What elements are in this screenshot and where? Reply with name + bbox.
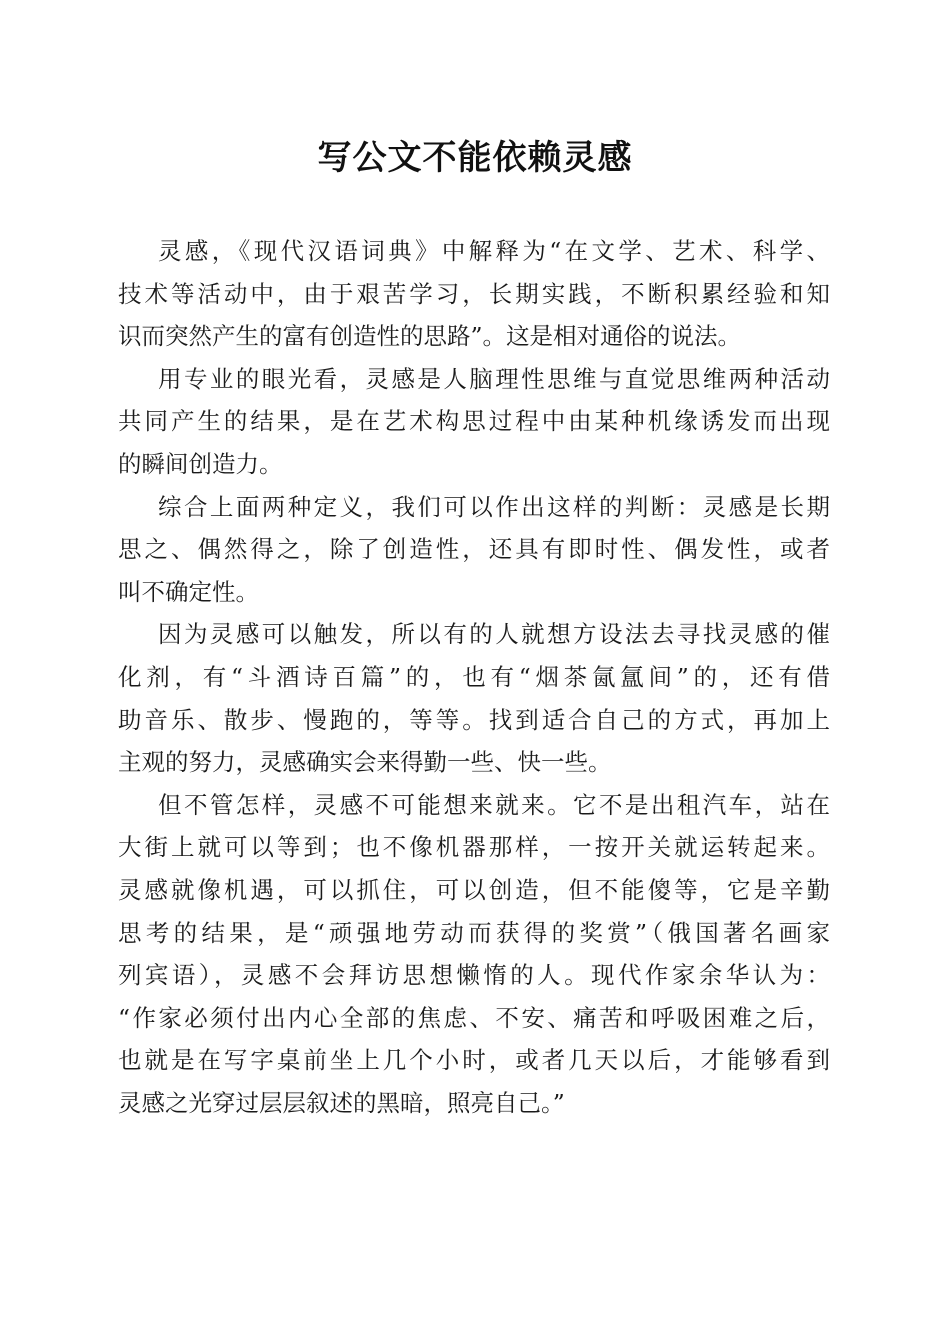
text-line: 共同产生的结果，是在艺术构思过程中由某种机缘诱发而出现	[118, 407, 830, 436]
text-line: 也就是在写字桌前坐上几个小时，或者几天以后，才能够看到	[118, 1046, 830, 1075]
text-line: 因为灵感可以触发，所以有的人就想方设法去寻找灵感的催	[158, 620, 830, 649]
text-line: 思之、偶然得之，除了创造性，还具有即时性、偶发性，或者	[118, 535, 830, 564]
text-line: 灵感，《现代汉语词典》中解释为“在文学、艺术、科学、	[158, 237, 830, 265]
document-body	[118, 230, 830, 1124]
text-line: 叫不确定性。	[118, 577, 259, 606]
text-line: 灵感之光穿过层层叙述的黑暗，照亮自己。”	[118, 1088, 565, 1117]
paragraph-1	[118, 230, 830, 358]
paragraph-4	[118, 613, 830, 783]
text-line: 化剂，有“斗酒诗百篇”的，也有“烟茶氤氲间”的，还有借	[118, 662, 830, 691]
text-line: 但不管怎样，灵感不可能想来就来。它不是出租汽车，站在	[158, 790, 830, 819]
paragraph-3	[118, 486, 830, 614]
text-line: 的瞬间创造力。	[118, 449, 283, 478]
text-line: 技术等活动中，由于艰苦学习，长期实践，不断积累经验和知	[118, 279, 830, 308]
text-line: 列宾语），灵感不会拜访思想懒惰的人。现代作家余华认为：	[118, 961, 830, 990]
text-line: 思考的结果，是“顽强地劳动而获得的奖赏”（俄国著名画家	[118, 918, 830, 947]
text-line: “作家必须付出内心全部的焦虑、不安、痛苦和呼吸困难之后，	[118, 1003, 830, 1032]
text-line: 识而突然产生的富有创造性的思路”。这是相对通俗的说法。	[118, 322, 742, 351]
text-line: 综合上面两种定义，我们可以作出这样的判断：灵感是长期	[158, 492, 830, 521]
document-title: 写公文不能依赖灵感	[317, 138, 633, 178]
text-line: 主观的努力，灵感确实会来得勤一些、快一些。	[118, 748, 612, 777]
text-line: 灵感就像机遇，可以抓住，可以创造，但不能傻等，它是辛勤	[118, 875, 830, 904]
paragraph-2	[118, 358, 830, 486]
text-line: 大街上就可以等到；也不像机器那样，一按开关就运转起来。	[118, 833, 830, 862]
paragraph-5	[118, 784, 830, 1125]
text-line: 助音乐、散步、慢跑的，等等。找到适合自己的方式，再加上	[118, 705, 830, 734]
text-line: 用专业的眼光看，灵感是人脑理性思维与直觉思维两种活动	[158, 364, 830, 393]
